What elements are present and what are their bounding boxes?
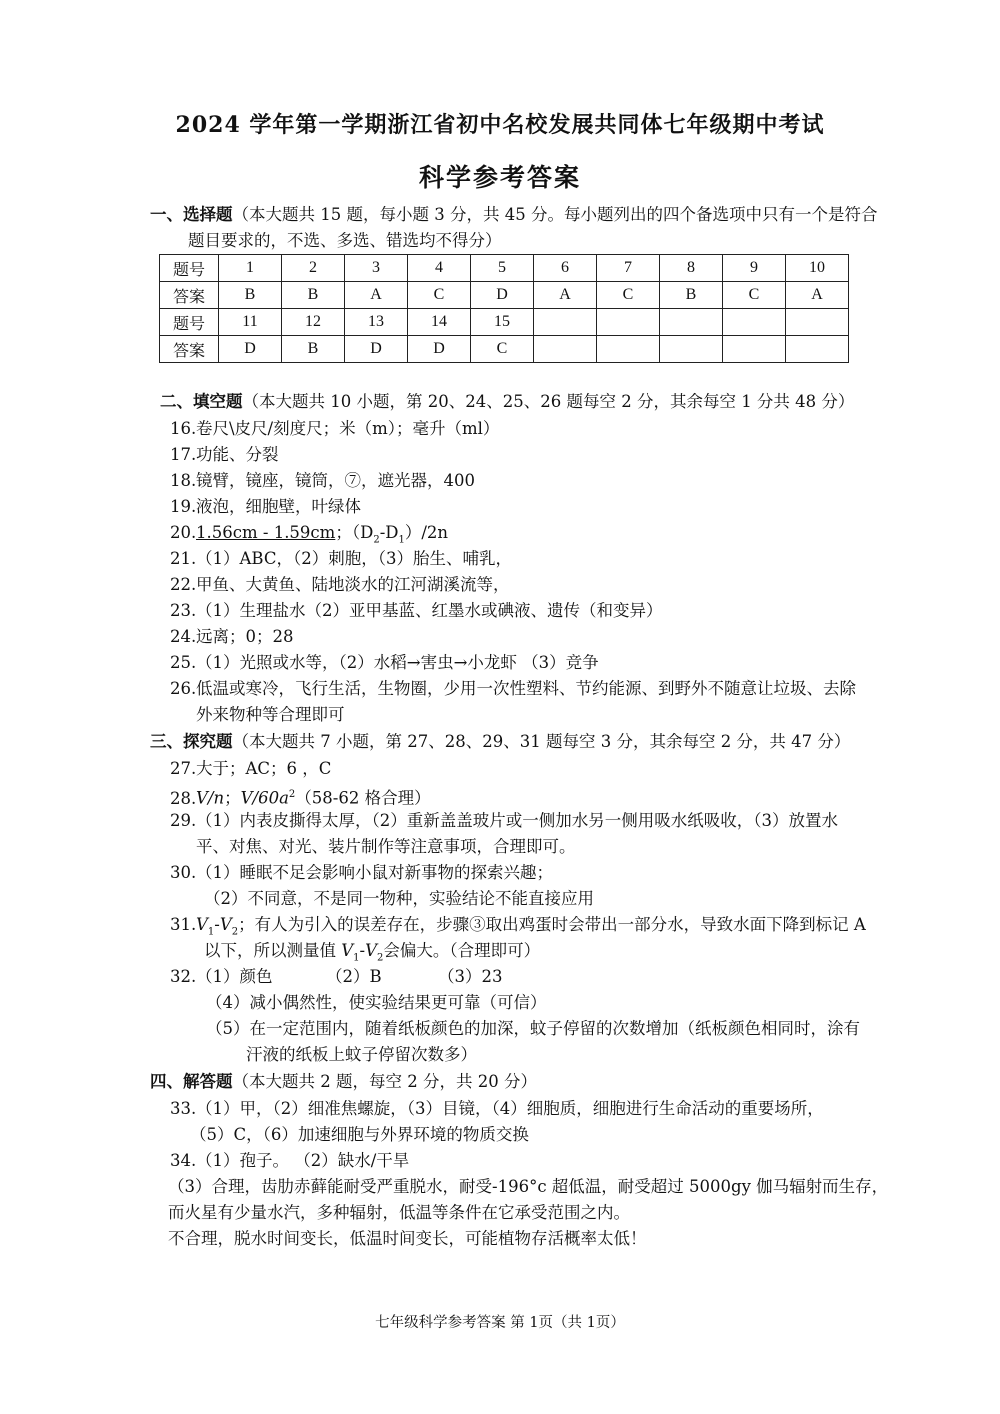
section-3-header (150, 729, 850, 755)
list-item: 28.V/n；$V/60a^2(58-62$ 格合理） (170, 788, 431, 808)
table-cell: 14 (408, 309, 471, 336)
list-item-cont: （5）C，（6）加速细胞与外界环境的物质交换 (190, 1125, 529, 1144)
table-cell (723, 309, 786, 336)
table-cell: 2 (282, 255, 345, 282)
table-cell (786, 309, 849, 336)
list-item-cont: （4）减小偶然性，使实验结果更可靠（可信） (206, 993, 547, 1012)
list-item-cont: （2）不同意，不是同一物种，实验结论不能直接应用 (204, 889, 594, 908)
table-cell: 5 (471, 255, 534, 282)
table-cell: D (471, 282, 534, 309)
table-cell: 6 (534, 255, 597, 282)
list-item: 33.（1）甲，（2）细准焦螺旋，（3）目镜，（4）细胞质，细胞进行生命活动的重要场所， (170, 1099, 824, 1118)
page-subtitle: 科学参考答案 (418, 163, 581, 192)
table-cell: 题号 (160, 309, 219, 336)
list-item: $31.V_1-V_2$；有人为引入的误差存在，步骤③取出鸡蛋时会带出一部分水，导致水面下降到标记 A (170, 915, 866, 938)
section-1-label: 一、选择题 (150, 205, 233, 224)
section-4-header (150, 1069, 537, 1095)
table-cell: 12 (282, 309, 345, 336)
list-item: 23.（1）生理盐水（2）亚甲基蓝、红墨水或碘液、遗传（和变异） (170, 601, 663, 620)
table-cell (534, 309, 597, 336)
table-cell: C (471, 336, 534, 363)
table-cell: 8 (660, 255, 723, 282)
list-item-cont: 而火星有少量水汽，多种辐射，低温等条件在它承受范围之内。 (168, 1203, 630, 1222)
table-cell: 7 (597, 255, 660, 282)
section-3-desc: （本大题共 7 小题，第 27、28、29、31 题每空 3 分，其余每空 2 分，共 47 分） (232, 732, 851, 751)
section-1-desc-cont: 题目要求的，不选、多选、错选均不得分） (188, 231, 502, 250)
list-item-cont: 汗液的纸板上蚊子停留次数多） (246, 1045, 477, 1064)
section-4-desc: （本大题共 2 题，每空 2 分，共 20 分） (232, 1072, 537, 1091)
table-cell (534, 336, 597, 363)
table-cell (597, 309, 660, 336)
list-item-cont: （3）合理，齿肋赤藓能耐受严重脱水，耐受-196°c 超低温，耐受超过 5000gy 伽马辐射而生存， (168, 1177, 889, 1196)
list-item: 20.1.56cm - 1.59cm；$(D_2-D_1)/2n$ (170, 523, 449, 546)
section-4-label: 四、解答题 (150, 1072, 233, 1091)
table-cell (660, 309, 723, 336)
table-cell: 13 (345, 309, 408, 336)
table-cell: 答案 (160, 282, 219, 309)
list-item: 18.镜臂，镜座，镜筒，⑦，遮光器，400 (170, 471, 475, 490)
page-footer: 七年级科学参考答案 第 1页（共 1页） (375, 1315, 625, 1331)
list-item-cont: 不合理，脱水时间变长，低温时间变长，可能植物存活概率太低！ (168, 1229, 647, 1248)
section-3-label: 三、探究题 (150, 732, 233, 751)
list-item: 17.功能、分裂 (170, 445, 279, 464)
list-item: 32.（1）颜色 （2）B （3）23 (170, 967, 503, 986)
list-item-cont: 外来物种等合理即可 (196, 705, 345, 724)
list-item: 25.（1）光照或水等，（2）水稻→害虫→小龙虾 （3）竞争 (170, 653, 599, 672)
list-item: 27.大于；AC；6 ，C (170, 759, 332, 778)
table-cell: 9 (723, 255, 786, 282)
table-cell: 15 (471, 309, 534, 336)
table-cell (723, 336, 786, 363)
table-cell: D (408, 336, 471, 363)
table-cell: D (219, 336, 282, 363)
table-cell: B (660, 282, 723, 309)
table-cell: B (282, 336, 345, 363)
section-1-desc: （本大题共 15 题，每小题 3 分，共 45 分。每小题列出的四个备选项中只有一个是符合 (232, 205, 878, 224)
table-row (160, 309, 849, 336)
list-item-cont: 平、对焦、对光、装片制作等注意事项，合理即可。 (196, 837, 576, 856)
list-item: 16.卷尺\皮尺/刻度尺；米（m）；毫升（ml） (170, 419, 500, 438)
list-item: 21.（1）ABC，（2）刺胞，（3）胎生、哺乳， (170, 549, 512, 568)
table-cell: 10 (786, 255, 849, 282)
section-2-header (160, 389, 854, 415)
list-item: 22.甲鱼、大黄鱼、陆地淡水的江河湖溪流等， (170, 575, 510, 594)
table-cell: 11 (219, 309, 282, 336)
table-row (160, 282, 849, 309)
table-cell: B (219, 282, 282, 309)
table-cell: A (534, 282, 597, 309)
table-cell: 答案 (160, 336, 219, 363)
list-item: 34.（1）孢子。 （2）缺水/干旱 (170, 1151, 410, 1170)
list-item: 19.液泡，细胞壁，叶绿体 (170, 497, 361, 516)
table-cell: B (282, 282, 345, 309)
section-1-header (150, 201, 910, 228)
table-cell (597, 336, 660, 363)
table-cell: D (345, 336, 408, 363)
list-item: 29.（1）内表皮撕得太厚，（2）重新盖盖玻片或一侧加水另一侧用吸水纸吸收，（3）放置水 (170, 811, 838, 830)
table-cell (786, 336, 849, 363)
list-item: 24.远离；0；28 (170, 627, 294, 646)
list-item: 30.（1）睡眠不足会影响小鼠对新事物的探索兴趣； (170, 863, 553, 882)
table-cell: 4 (408, 255, 471, 282)
table-cell: 题号 (160, 255, 219, 282)
section-2-label: 二、填空题 (160, 392, 243, 411)
table-cell (660, 336, 723, 363)
list-item: 26.低温或寒冷，飞行生活，生物圈，少用一次性塑料、节约能源、到野外不随意让垃圾、去除 (170, 679, 856, 698)
table-cell: 1 (219, 255, 282, 282)
table-cell: A (345, 282, 408, 309)
table-cell: C (408, 282, 471, 309)
table-row (160, 336, 849, 363)
table-cell: A (786, 282, 849, 309)
answer-table (159, 254, 849, 363)
page-title: 2024 学年第一学期浙江省初中名校发展共同体七年级期中考试 (175, 112, 825, 138)
section-2-desc: （本大题共 10 小题，第 20、24、25、26 题每空 2 分，其余每空 1 分共 48 分） (242, 392, 855, 411)
list-item-cont: 以下，所以测量值 $V_1-V_2$会偏大。（合理即可） (204, 941, 541, 964)
table-cell: C (723, 282, 786, 309)
table-cell: C (597, 282, 660, 309)
table-row (160, 255, 849, 282)
list-item-cont: （5）在一定范围内，随着纸板颜色的加深，蚊子停留的次数增加（纸板颜色相同时，涂有 (206, 1019, 860, 1038)
table-cell: 3 (345, 255, 408, 282)
